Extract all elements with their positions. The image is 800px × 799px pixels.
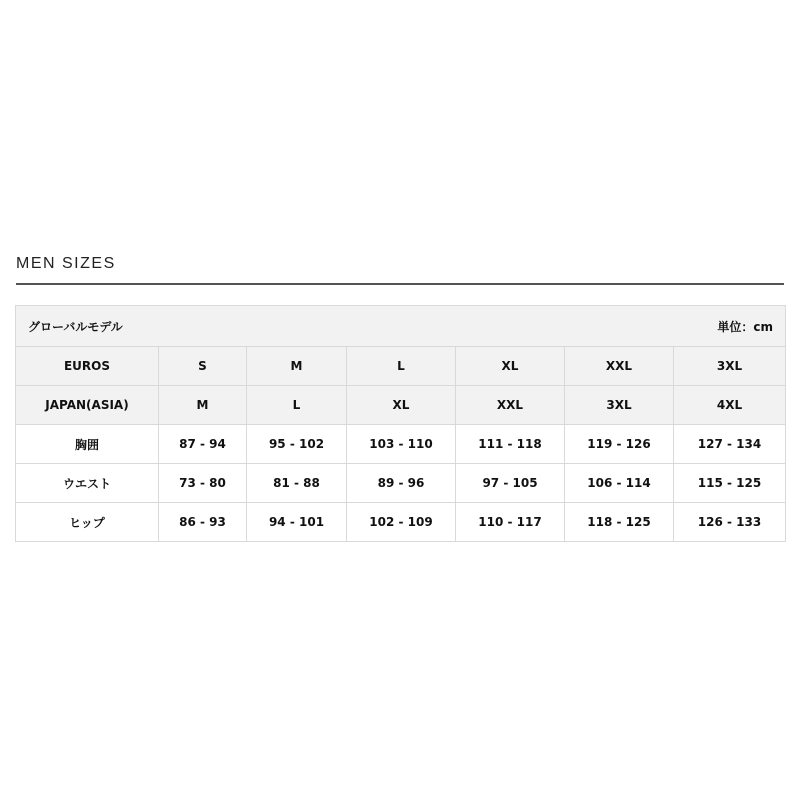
table-cell: M [159,386,247,425]
row-label: JAPAN(ASIA) [16,386,159,425]
table-cell: 111 - 118 [456,425,565,464]
table-cell: 102 - 109 [347,503,456,542]
table-cell: 126 - 133 [674,503,786,542]
table-cell: M [247,347,347,386]
table-row-euros [16,347,786,386]
table-cell: 4XL [674,386,786,425]
table-caption-row [16,306,786,347]
row-label: EUROS [16,347,159,386]
model-label: グローバルモデル [28,319,123,334]
table-cell: XL [347,386,456,425]
table-cell: 118 - 125 [565,503,674,542]
table-cell: 103 - 110 [347,425,456,464]
table-cell: 110 - 117 [456,503,565,542]
table-cell: 3XL [674,347,786,386]
table-cell: XXL [565,347,674,386]
table-cell: L [247,386,347,425]
section-title: MEN SIZES [16,255,116,272]
table-cell: 73 - 80 [159,464,247,503]
row-label: ウエスト [16,464,159,503]
table-cell: 115 - 125 [674,464,786,503]
title-divider [16,283,784,285]
table-cell: S [159,347,247,386]
table-cell: XXL [456,386,565,425]
table-cell: 95 - 102 [247,425,347,464]
table-row-hip [16,503,786,542]
table-cell: 86 - 93 [159,503,247,542]
table-cell: 127 - 134 [674,425,786,464]
table-cell: 81 - 88 [247,464,347,503]
table-cell: 106 - 114 [565,464,674,503]
table-row-waist [16,464,786,503]
table-cell: 87 - 94 [159,425,247,464]
table-row-chest [16,425,786,464]
table-caption [16,306,786,347]
size-chart-table [15,305,786,542]
table-cell: 3XL [565,386,674,425]
table-cell: 119 - 126 [565,425,674,464]
table-cell: 97 - 105 [456,464,565,503]
table-cell: 94 - 101 [247,503,347,542]
row-label: ヒップ [16,503,159,542]
table-row-japan [16,386,786,425]
unit-label: 単位：cm [717,319,773,334]
table-cell: L [347,347,456,386]
row-label: 胸囲 [16,425,159,464]
table-cell: 89 - 96 [347,464,456,503]
table-cell: XL [456,347,565,386]
